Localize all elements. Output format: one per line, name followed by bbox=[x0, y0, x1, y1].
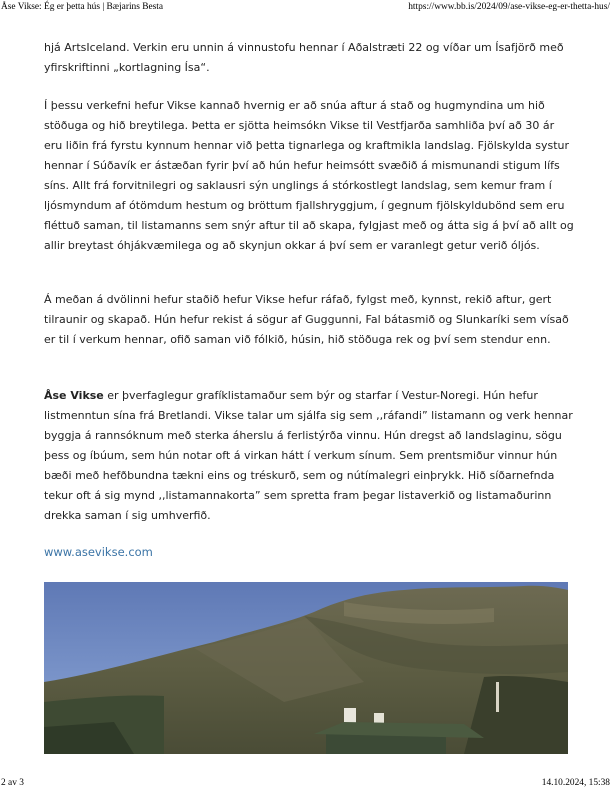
print-page-number: 2 av 3 bbox=[1, 778, 24, 788]
print-page-url: https://www.bb.is/2024/09/ase-vikse-eg-er-thetta-hus/ bbox=[408, 2, 610, 12]
print-page-title: Åse Vikse: Ég er þetta hús | Bæjarins Besta bbox=[1, 2, 164, 12]
artist-bio-text: er þverfaglegur grafíklistamaður sem býr og starfar í Vestur-Noregi. Hún hefur listmenntun sína frá Bretlandi. Vikse talar um sjálfa sig sem ,,ráfandi” listamann og verk hennar byggja á rannsóknum með sterka áherslu á ferlistýrða vinnu. Hún dregst að landslaginu, sögu þess og íbúum, sem hún notar oft á virkan hátt í verkum sínum. Sem prentsmiður vinnur hún bæði með hefðbundna tækni eins og tréskurð, sem og nútímalegri einþrykk. Hið síðarnefnda tekur oft á sig mynd ,,listamannakorta” sem spretta fram þegar listaverkið og listamaðurinn drekka saman í sig umhverfið. bbox=[44, 389, 573, 522]
mountain-landscape-image bbox=[44, 582, 568, 754]
artist-name: Åse Vikse bbox=[44, 389, 104, 402]
artist-website-link[interactable]: www.asevikse.com bbox=[44, 545, 153, 559]
article-paragraph: Á meðan á dvölinni hefur staðið hefur Vikse hefur ráfað, fylgst með, kynnst, rekið aftur, gert tilraunir og skapað. Hún hefur rekist á sögur af Guggunni, Fal bátasmið og Slunkaríki sem vísað er til í verkum hennar, ofið saman við fólkið, húsin, hið stöðuga rek og því sem stendur enn. bbox=[44, 293, 569, 346]
article-paragraph: hjá ArtsIceland. Verkin eru unnin á vinnustofu hennar í Aðalstræti 22 og víðar um Ísafjörð með yfirskriftinni „kortlagning Ísa“. bbox=[44, 41, 564, 74]
print-timestamp: 14.10.2024, 15:38 bbox=[541, 778, 610, 788]
artist-bio-paragraph bbox=[44, 386, 574, 526]
print-footer bbox=[0, 778, 612, 792]
article-paragraph: Í þessu verkefni hefur Vikse kannað hvernig er að snúa aftur á stað og hugmyndina um hið stöðuga og hið breytilega. Þetta er sjötta heimsókn Vikse til Vestfjarða samhliða því að 30 ár eru liðin frá fyrstu kynnum hennar við þetta tignarlega og kraftmikla landslag. Fjölskylda systur hennar í Súðavík er ástæðan fyrir því að hún hefur heimsótt svæðið á mismunandi stigum lífs síns. Allt frá forvitnilegri og saklausri sýn unglings á stórkostlegt landslag, sem kemur fram í ljósmyndum af ótömdum hestum og bröttum fjallshryggjum, í gegnum fjölskyldubönd sem eru fléttuð saman, til listamanns sem snýr aftur til að skapa, fylgjast með og átta sig á því að allt og allir breytast óhjákvæmilega og að skynjun okkar á því sem er varanlegt getur verið óljós. bbox=[44, 99, 574, 252]
article-photo bbox=[44, 582, 568, 754]
print-header bbox=[0, 2, 612, 16]
